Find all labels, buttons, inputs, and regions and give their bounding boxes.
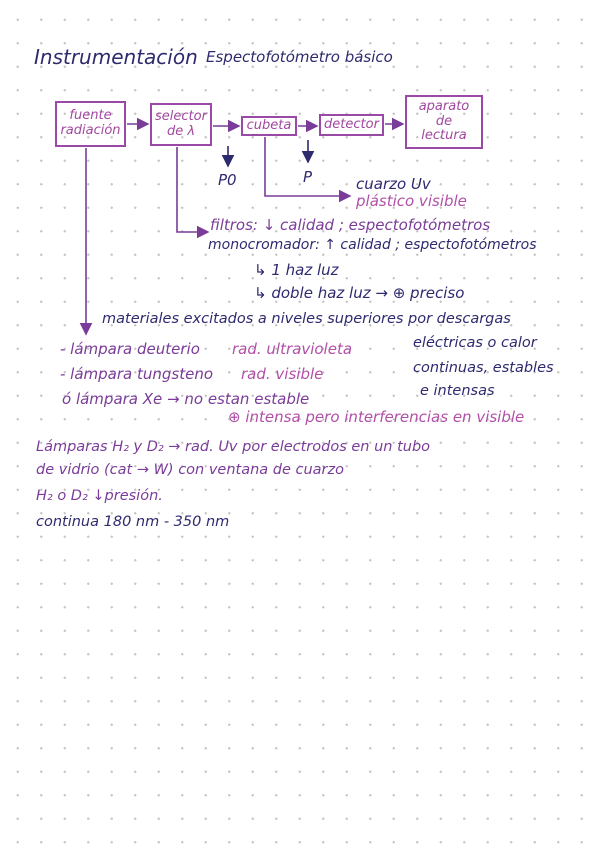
lamp-tungsteno: - lámpara tungsteno — [60, 365, 214, 383]
note-intensas: e intensas — [420, 383, 495, 399]
note-1-haz: ↳ 1 haz luz — [254, 261, 339, 279]
cubeta-box: cubeta — [241, 116, 297, 136]
page-subtitle: Espectofotómetro básico — [206, 48, 393, 66]
note-plastico: plástico visible — [356, 192, 467, 210]
note-monocromador: monocromador: ↑ calidad ; espectofotómetros — [208, 237, 537, 253]
note-lamparas-3: H₂ o D₂ ↓presión. — [36, 488, 163, 504]
page-title: Instrumentación — [34, 45, 198, 69]
note-electricas: eléctricas o calor — [413, 335, 537, 351]
detector-box: detector — [319, 114, 384, 136]
arrow-selector-filtros — [177, 147, 208, 232]
note-lamparas-1: Lámparas H₂ y D₂ → rad. Uv por electrodos en un tubo — [36, 439, 431, 455]
fuente-radiacion-box: fuente radiación — [55, 101, 126, 147]
lamp-xenon-note: ⊕ intensa pero interferencias en visible — [228, 408, 525, 426]
note-lamparas-2: de vidrio (cat → W) con ventana de cuarzo — [36, 462, 345, 478]
aparato-lectura-box: aparato de lectura — [405, 95, 483, 149]
lamp-deuterio-rad: rad. ultravioleta — [232, 340, 353, 358]
note-cuarzo: cuarzo Uv — [356, 175, 431, 193]
label-p0: P0 — [218, 171, 237, 189]
lamp-xenon: ó lámpara Xe → no estan estable — [62, 390, 310, 408]
lamp-tungsteno-rad: rad. visible — [241, 365, 324, 383]
lamp-deuterio: - lámpara deuterio — [60, 340, 200, 358]
note-continuas: continuas, estables — [413, 360, 554, 376]
note-doble-haz: ↳ doble haz luz → ⊕ preciso — [254, 284, 465, 302]
note-materiales: materiales excitados a niveles superiores por descargas — [102, 311, 511, 327]
note-filtros: filtros: ↓ calidad ; espectofotómetros — [210, 216, 491, 234]
selector-box: selector de λ — [150, 103, 212, 146]
label-p: P — [303, 168, 313, 186]
note-continua: continua 180 nm - 350 nm — [36, 514, 230, 530]
